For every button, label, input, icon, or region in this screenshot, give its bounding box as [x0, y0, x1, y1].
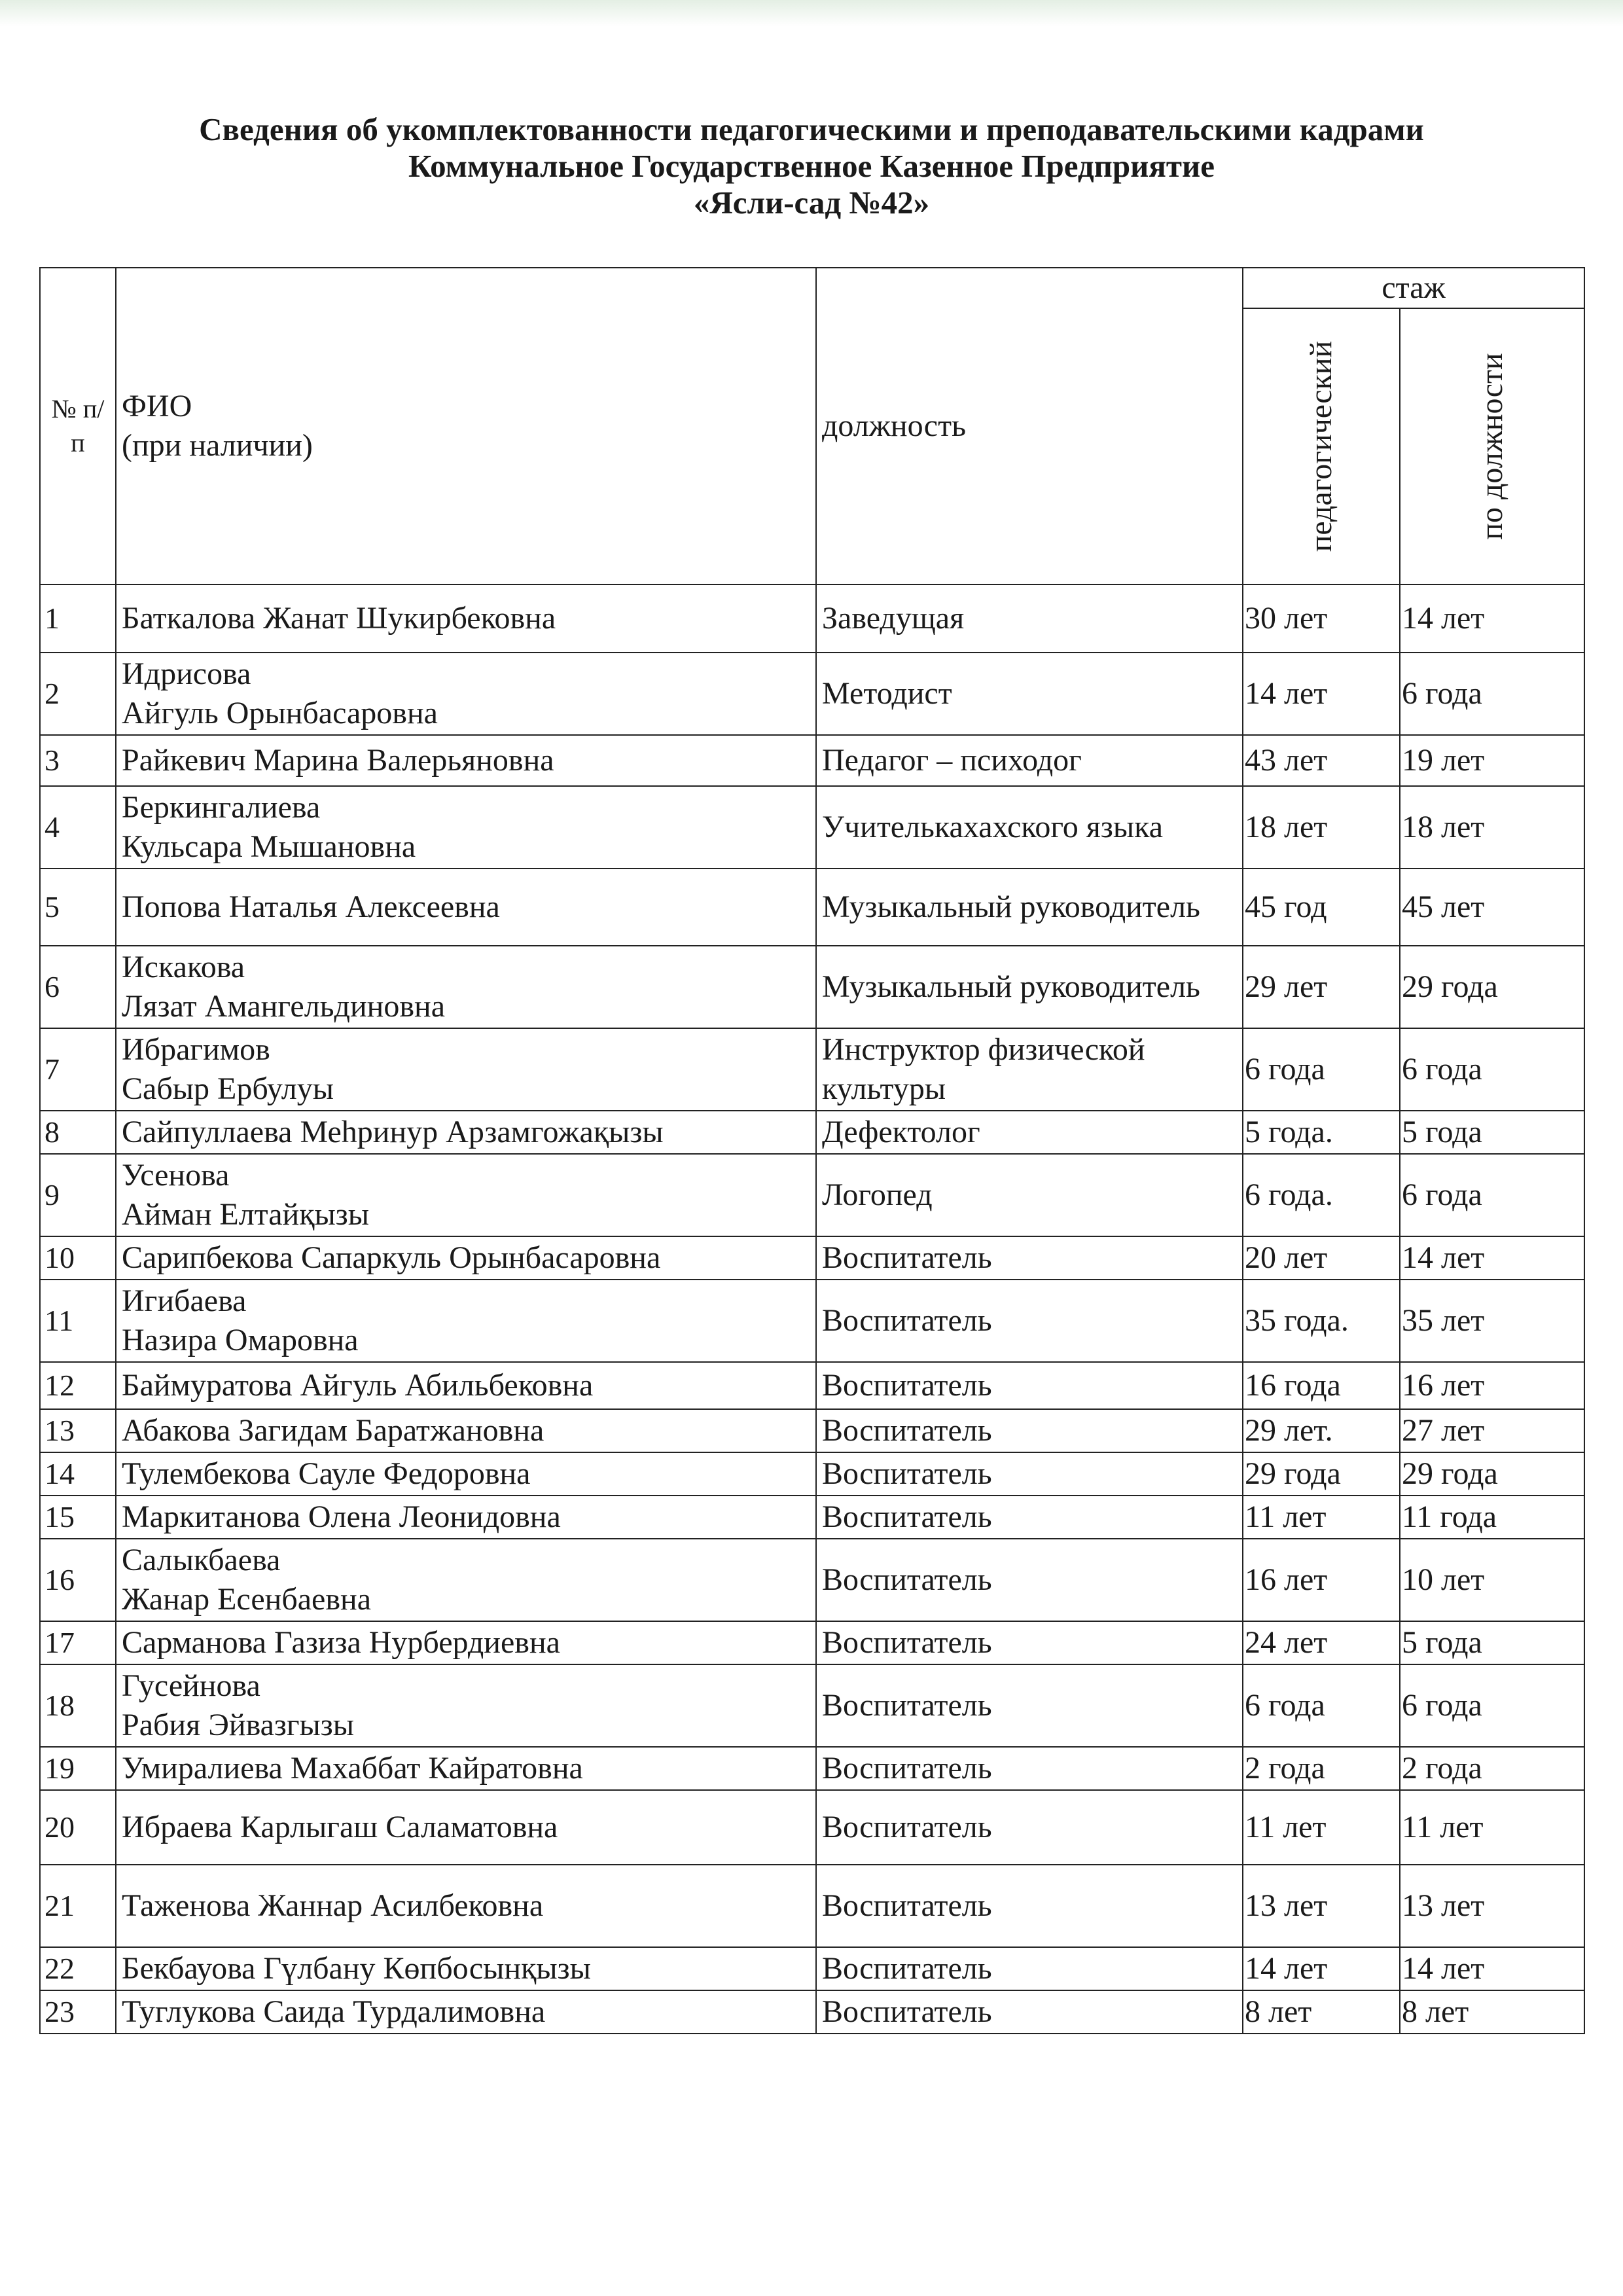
fio-line: Игибаева — [122, 1283, 247, 1318]
row-number: 16 — [40, 1539, 116, 1621]
row-dolzh-stazh: 11 лет — [1400, 1790, 1584, 1865]
row-ped-stazh: 11 лет — [1243, 1496, 1400, 1539]
fio-line: Сарманова Газиза Нурбердиевна — [122, 1625, 560, 1660]
header-fio-label: ФИО — [122, 389, 192, 423]
table-row — [40, 869, 1584, 946]
header-dolzh-label: по должности — [1474, 353, 1509, 540]
row-number: 7 — [40, 1028, 116, 1111]
staff-table — [39, 267, 1585, 2034]
row-number: 2 — [40, 653, 116, 735]
row-fio — [116, 1790, 816, 1865]
row-position: Воспитатель — [816, 1496, 1243, 1539]
row-dolzh-stazh: 5 года — [1400, 1621, 1584, 1664]
row-ped-stazh: 14 лет — [1243, 653, 1400, 735]
fio-line: Абакова Загидам Баратжановна — [122, 1413, 544, 1448]
row-dolzh-stazh: 19 лет — [1400, 735, 1584, 786]
fio-line: Рабия Эйвазгызы — [122, 1708, 355, 1742]
table-row — [40, 1539, 1584, 1621]
row-dolzh-stazh: 5 года — [1400, 1111, 1584, 1154]
row-number: 18 — [40, 1664, 116, 1747]
row-fio — [116, 653, 816, 735]
row-dolzh-stazh: 14 лет — [1400, 1236, 1584, 1280]
row-fio — [116, 1362, 816, 1409]
row-fio — [116, 1947, 816, 1990]
table-row — [40, 1409, 1584, 1452]
fio-line: Маркитанова Олена Леонидовна — [122, 1499, 561, 1534]
row-dolzh-stazh: 6 года — [1400, 1154, 1584, 1236]
header-dolzh — [1400, 308, 1584, 584]
fio-line: Баткалова Жанат Шукирбековна — [122, 601, 556, 636]
row-dolzh-stazh: 13 лет — [1400, 1865, 1584, 1947]
row-dolzh-stazh: 11 года — [1400, 1496, 1584, 1539]
table-row — [40, 1496, 1584, 1539]
row-position: Музыкальный руководитель — [816, 946, 1243, 1028]
scan-edge — [0, 0, 1623, 26]
row-fio — [116, 1621, 816, 1664]
fio-line: Айгуль Орынбасаровна — [122, 696, 438, 730]
header-stazh: стаж — [1243, 268, 1584, 308]
header-ped — [1243, 308, 1400, 584]
row-dolzh-stazh: 2 года — [1400, 1747, 1584, 1790]
row-position: Музыкальный руководитель — [816, 869, 1243, 946]
table-row — [40, 1947, 1584, 1990]
row-dolzh-stazh: 6 года — [1400, 1028, 1584, 1111]
row-position: Методист — [816, 653, 1243, 735]
row-number: 1 — [40, 584, 116, 653]
row-fio — [116, 1496, 816, 1539]
staff-table-container — [39, 267, 1584, 2034]
table-row — [40, 1990, 1584, 2034]
fio-line: Сабыр Ербулуы — [122, 1071, 334, 1106]
fio-line: Бекбауова Гүлбану Көпбосынқызы — [122, 1951, 591, 1986]
row-ped-stazh: 43 лет — [1243, 735, 1400, 786]
row-position: Воспитатель — [816, 1947, 1243, 1990]
fio-line: Идрисова — [122, 656, 251, 691]
row-position: Педагог – психодог — [816, 735, 1243, 786]
header-num: № п/п — [40, 268, 116, 584]
table-row — [40, 946, 1584, 1028]
row-ped-stazh: 6 года — [1243, 1028, 1400, 1111]
row-number: 20 — [40, 1790, 116, 1865]
row-ped-stazh: 14 лет — [1243, 1947, 1400, 1990]
row-fio — [116, 1111, 816, 1154]
fio-line: Сарипбекова Сапаркуль Орынбасаровна — [122, 1240, 661, 1275]
row-fio — [116, 1452, 816, 1496]
row-fio — [116, 735, 816, 786]
row-dolzh-stazh: 14 лет — [1400, 584, 1584, 653]
row-position: Воспитатель — [816, 1790, 1243, 1865]
table-row — [40, 1865, 1584, 1947]
row-number: 8 — [40, 1111, 116, 1154]
row-ped-stazh: 5 года. — [1243, 1111, 1400, 1154]
row-number: 17 — [40, 1621, 116, 1664]
row-position: Воспитатель — [816, 1621, 1243, 1664]
table-row — [40, 1236, 1584, 1280]
table-row — [40, 1280, 1584, 1362]
row-ped-stazh: 16 года — [1243, 1362, 1400, 1409]
row-position: Заведущая — [816, 584, 1243, 653]
row-number: 21 — [40, 1865, 116, 1947]
table-row — [40, 786, 1584, 869]
row-position: Воспитатель — [816, 1409, 1243, 1452]
header-ped-label: педагогический — [1304, 340, 1338, 552]
table-row — [40, 584, 1584, 653]
fio-line: Райкевич Марина Валерьяновна — [122, 743, 554, 778]
row-position: Воспитатель — [816, 1865, 1243, 1947]
row-ped-stazh: 16 лет — [1243, 1539, 1400, 1621]
fio-line: Усенова — [122, 1158, 230, 1193]
row-number: 11 — [40, 1280, 116, 1362]
fio-line: Гусейнова — [122, 1668, 260, 1703]
row-fio — [116, 1236, 816, 1280]
fio-line: Ибрагимов — [122, 1032, 270, 1067]
row-number: 5 — [40, 869, 116, 946]
table-row — [40, 1362, 1584, 1409]
fio-line: Тулембекова Сауле Федоровна — [122, 1456, 531, 1491]
fio-line: Туглукова Саида Турдалимовна — [122, 1994, 546, 2029]
row-number: 4 — [40, 786, 116, 869]
table-row — [40, 1747, 1584, 1790]
row-ped-stazh: 29 лет — [1243, 946, 1400, 1028]
fio-line: Умиралиева Махаббат Кайратовна — [122, 1751, 583, 1785]
row-number: 19 — [40, 1747, 116, 1790]
table-row — [40, 1111, 1584, 1154]
row-position: Воспитатель — [816, 1452, 1243, 1496]
row-number: 14 — [40, 1452, 116, 1496]
row-fio — [116, 584, 816, 653]
row-fio — [116, 1990, 816, 2034]
row-fio — [116, 1280, 816, 1362]
table-row — [40, 653, 1584, 735]
row-ped-stazh: 29 лет. — [1243, 1409, 1400, 1452]
row-ped-stazh: 2 года — [1243, 1747, 1400, 1790]
row-ped-stazh: 8 лет — [1243, 1990, 1400, 2034]
row-dolzh-stazh: 6 года — [1400, 1664, 1584, 1747]
row-dolzh-stazh: 6 года — [1400, 653, 1584, 735]
header-position: должность — [816, 268, 1243, 584]
row-dolzh-stazh: 29 года — [1400, 946, 1584, 1028]
row-ped-stazh: 18 лет — [1243, 786, 1400, 869]
table-body — [40, 584, 1584, 2034]
row-fio — [116, 1539, 816, 1621]
fio-line: Кульсара Мышановна — [122, 829, 416, 864]
header-fio — [116, 268, 816, 584]
row-fio — [116, 946, 816, 1028]
row-position: Воспитатель — [816, 1747, 1243, 1790]
row-number: 23 — [40, 1990, 116, 2034]
row-fio — [116, 1865, 816, 1947]
row-dolzh-stazh: 45 лет — [1400, 869, 1584, 946]
row-number: 6 — [40, 946, 116, 1028]
row-ped-stazh: 20 лет — [1243, 1236, 1400, 1280]
row-fio — [116, 1028, 816, 1111]
row-dolzh-stazh: 18 лет — [1400, 786, 1584, 869]
table-row — [40, 735, 1584, 786]
fio-line: Назира Омаровна — [122, 1323, 359, 1357]
fio-line: Беркингалиева — [122, 790, 321, 825]
row-position: Учителькахахского языка — [816, 786, 1243, 869]
row-ped-stazh: 35 года. — [1243, 1280, 1400, 1362]
row-ped-stazh: 13 лет — [1243, 1865, 1400, 1947]
fio-line: Баймуратова Айгуль Абильбековна — [122, 1368, 594, 1403]
row-ped-stazh: 24 лет — [1243, 1621, 1400, 1664]
header-fio-note: (при наличии) — [122, 428, 313, 463]
fio-line: Ибраева Карлыгаш Саламатовна — [122, 1810, 558, 1844]
row-fio — [116, 1664, 816, 1747]
fio-line: Таженова Жаннар Асилбековна — [122, 1888, 544, 1923]
table-row — [40, 1028, 1584, 1111]
title-line-3: «Ясли-сад №42» — [693, 185, 930, 221]
row-position: Воспитатель — [816, 1280, 1243, 1362]
row-position: Инструктор физической культуры — [816, 1028, 1243, 1111]
fio-line: Искакова — [122, 950, 245, 984]
table-row — [40, 1154, 1584, 1236]
row-number: 22 — [40, 1947, 116, 1990]
row-dolzh-stazh: 14 лет — [1400, 1947, 1584, 1990]
table-row — [40, 1664, 1584, 1747]
row-dolzh-stazh: 16 лет — [1400, 1362, 1584, 1409]
row-ped-stazh: 6 года. — [1243, 1154, 1400, 1236]
row-fio — [116, 869, 816, 946]
row-fio — [116, 1747, 816, 1790]
row-position: Воспитатель — [816, 1362, 1243, 1409]
fio-line: Попова Наталья Алексеевна — [122, 889, 500, 924]
fio-line: Сайпуллаева Меһринур Арзамгожақызы — [122, 1115, 664, 1149]
row-position: Воспитатель — [816, 1664, 1243, 1747]
row-fio — [116, 1409, 816, 1452]
row-dolzh-stazh: 27 лет — [1400, 1409, 1584, 1452]
row-position: Воспитатель — [816, 1990, 1243, 2034]
fio-line: Лязат Амангельдиновна — [122, 989, 445, 1024]
row-number: 9 — [40, 1154, 116, 1236]
row-number: 15 — [40, 1496, 116, 1539]
table-row — [40, 1790, 1584, 1865]
row-position: Воспитатель — [816, 1539, 1243, 1621]
fio-line: Жанар Есенбаевна — [122, 1582, 371, 1617]
row-dolzh-stazh: 8 лет — [1400, 1990, 1584, 2034]
row-fio — [116, 786, 816, 869]
row-position: Логопед — [816, 1154, 1243, 1236]
title-line-1: Сведения об укомплектованности педагогическими и преподавательскими кадрами — [199, 111, 1424, 147]
row-position: Дефектолог — [816, 1111, 1243, 1154]
table-row — [40, 1621, 1584, 1664]
row-number: 3 — [40, 735, 116, 786]
row-number: 13 — [40, 1409, 116, 1452]
row-dolzh-stazh: 29 года — [1400, 1452, 1584, 1496]
table-header-row — [40, 268, 1584, 308]
row-dolzh-stazh: 10 лет — [1400, 1539, 1584, 1621]
fio-line: Айман Елтайқызы — [122, 1197, 369, 1232]
row-number: 10 — [40, 1236, 116, 1280]
title-line-2: Коммунальное Государственное Казенное Предприятие — [408, 148, 1215, 184]
row-ped-stazh: 45 год — [1243, 869, 1400, 946]
row-number: 12 — [40, 1362, 116, 1409]
table-row — [40, 1452, 1584, 1496]
row-ped-stazh: 29 года — [1243, 1452, 1400, 1496]
row-position: Воспитатель — [816, 1236, 1243, 1280]
row-ped-stazh: 30 лет — [1243, 584, 1400, 653]
row-ped-stazh: 11 лет — [1243, 1790, 1400, 1865]
document-title — [0, 111, 1623, 221]
fio-line: Салыкбаева — [122, 1543, 281, 1577]
row-dolzh-stazh: 35 лет — [1400, 1280, 1584, 1362]
row-ped-stazh: 6 года — [1243, 1664, 1400, 1747]
row-fio — [116, 1154, 816, 1236]
